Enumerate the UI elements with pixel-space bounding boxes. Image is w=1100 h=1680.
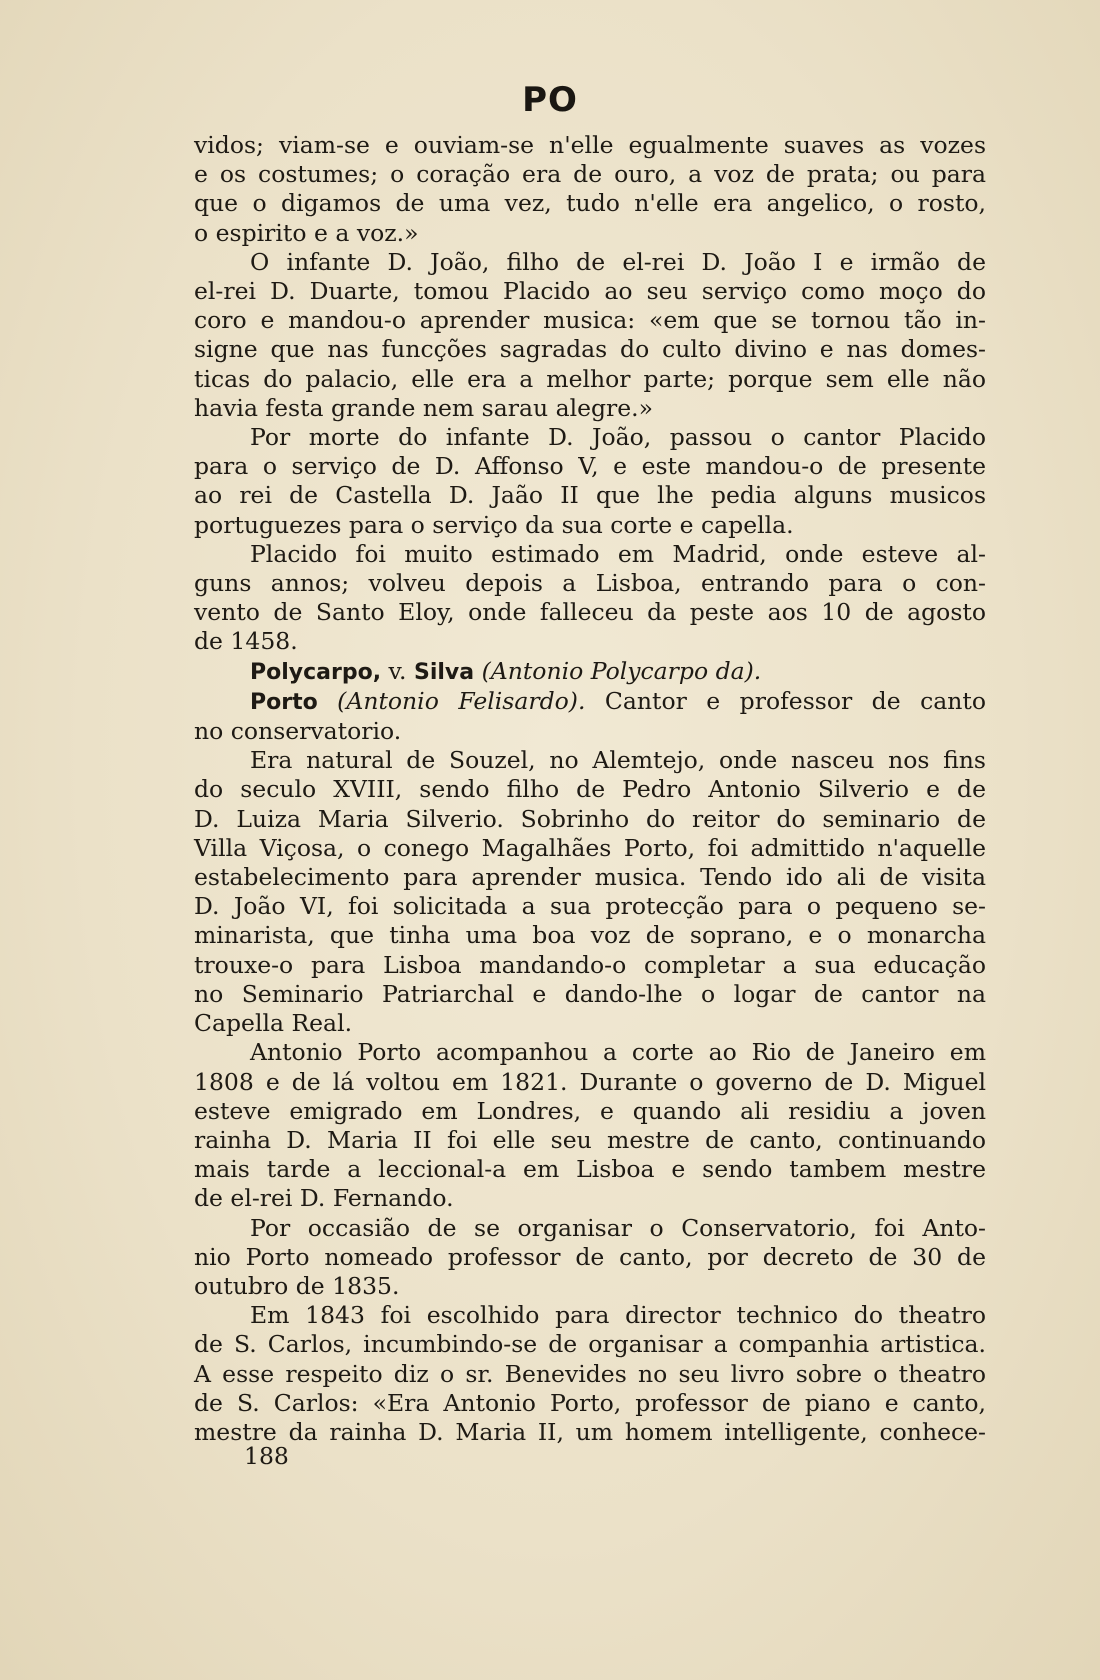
text-line: Por occasião de se organisar o Conservatorio, foi Anto- (250, 1213, 986, 1242)
cross-reference-name: (Antonio Polycarpo da). (474, 656, 762, 685)
text-block-1 (194, 131, 986, 657)
entry-polycarpo (194, 657, 986, 687)
text-line: nio Porto nomeado professor de canto, por decreto de 30 de (194, 1242, 986, 1271)
text-line: outubro de 1835. (194, 1271, 400, 1300)
running-header: PO (522, 80, 578, 120)
text-line: Capella Real. (194, 1009, 353, 1038)
text-line: de S. Carlos, incumbindo-se de organisar a companhia artistica. (194, 1330, 986, 1359)
entry-headword: Polycarpo, (250, 659, 382, 685)
text-line: portuguezes para o serviço da sua corte e capella. (194, 510, 794, 539)
text-line: no conservatorio. (194, 717, 402, 746)
cross-reference-headword: Silva (413, 659, 475, 685)
entry-description: Cantor e professor de canto (585, 686, 987, 715)
text-line: el-rei D. Duarte, tomou Placido ao seu serviço como moço do (194, 277, 986, 306)
entry-line (194, 687, 986, 717)
paragraph (194, 1301, 986, 1447)
text-line: coro e mandou-o aprender musica: «em que se tornou tão in- (194, 306, 986, 335)
text-line: rainha D. Maria II foi elle seu mestre de canto, continuando (194, 1125, 986, 1154)
entry-name: (Antonio Felisardo). (317, 686, 586, 715)
text-line: para o serviço de D. Affonso V, e este mandou-o de presente (194, 452, 986, 481)
entry-line (194, 657, 986, 687)
text-line: esteve emigrado em Londres, e quando ali residiu a joven (194, 1096, 986, 1125)
entry-porto (194, 687, 986, 746)
text-line: mestre da rainha D. Maria II, um homem intelligente, conhece- (194, 1417, 986, 1446)
text-line: D. Luiza Maria Silverio. Sobrinho do reitor do seminario de (194, 804, 986, 833)
paragraph (194, 131, 986, 248)
text-line: do seculo XVIII, sendo filho de Pedro Antonio Silverio e de (194, 775, 986, 804)
text-line: trouxe-o para Lisboa mandando-o completar a sua educação (194, 950, 986, 979)
paragraph (194, 746, 986, 1038)
text-line: D. João VI, foi solicitada a sua protecção para o pequeno se- (194, 892, 986, 921)
paragraph (194, 1038, 986, 1213)
text-line: que o digamos de uma vez, tudo n'elle era angelico, o rosto, (194, 189, 986, 218)
paragraph (194, 248, 986, 423)
text-line: estabelecimento para aprender musica. Tendo ido ali de visita (194, 863, 986, 892)
paragraph (194, 423, 986, 540)
text-line: guns annos; volveu depois a Lisboa, entrando para o con- (194, 569, 986, 598)
text-line: o espirito e a voz.» (194, 218, 419, 247)
text-line: minarista, que tinha uma boa voz de soprano, e o monarcha (194, 921, 986, 950)
entry-headword: Porto (250, 689, 318, 715)
text-line: Por morte do infante D. João, passou o cantor Placido (250, 423, 986, 452)
text-line: Era natural de Souzel, no Alemtejo, onde nasceu nos fins (250, 746, 986, 775)
text-line: ticas do palacio, elle era a melhor parte; porque sem elle não (194, 364, 986, 393)
paragraph (194, 540, 986, 657)
text-line: Villa Viçosa, o conego Magalhães Porto, foi admittido n'aquelle (194, 833, 986, 862)
text-line: de el-rei D. Fernando. (194, 1184, 454, 1213)
text-line: signe que nas funcções sagradas do culto divino e nas domes- (194, 335, 986, 364)
text-line: de S. Carlos: «Era Antonio Porto, professor de piano e canto, (194, 1388, 986, 1417)
text-line: vento de Santo Eloy, onde falleceu da peste aos 10 de agosto (194, 598, 986, 627)
text-line: A esse respeito diz o sr. Benevides no seu livro sobre o theatro (194, 1359, 986, 1388)
body-text (194, 131, 986, 1447)
see-reference: v. (381, 656, 414, 685)
page-number: 188 (244, 1442, 289, 1470)
paragraph (194, 1214, 986, 1302)
text-line: 1808 e de lá voltou em 1821. Durante o governo de D. Miguel (194, 1067, 986, 1096)
text-line: O infante D. João, filho de el-rei D. João I e irmão de (250, 247, 986, 276)
text-line: vidos; viam-se e ouviam-se n'elle egualmente suaves as vozes (194, 131, 986, 159)
text-block-2 (194, 746, 986, 1447)
text-line: de 1458. (194, 627, 298, 656)
text-line: Antonio Porto acompanhou a corte ao Rio de Janeiro em (250, 1038, 986, 1067)
text-line: mais tarde a leccional-a em Lisboa e sendo tambem mestre (194, 1155, 986, 1184)
text-line: e os costumes; o coração era de ouro, a voz de prata; ou para (194, 160, 986, 189)
text-line: no Seminario Patriarchal e dando-lhe o logar de cantor na (194, 979, 986, 1008)
text-line: ao rei de Castella D. Jaão II que lhe pedia alguns musicos (194, 481, 986, 510)
text-line: Em 1843 foi escolhido para director technico do theatro (250, 1301, 986, 1330)
text-line: Placido foi muito estimado em Madrid, onde esteve al- (250, 539, 986, 568)
text-line: havia festa grande nem sarau alegre.» (194, 393, 654, 422)
